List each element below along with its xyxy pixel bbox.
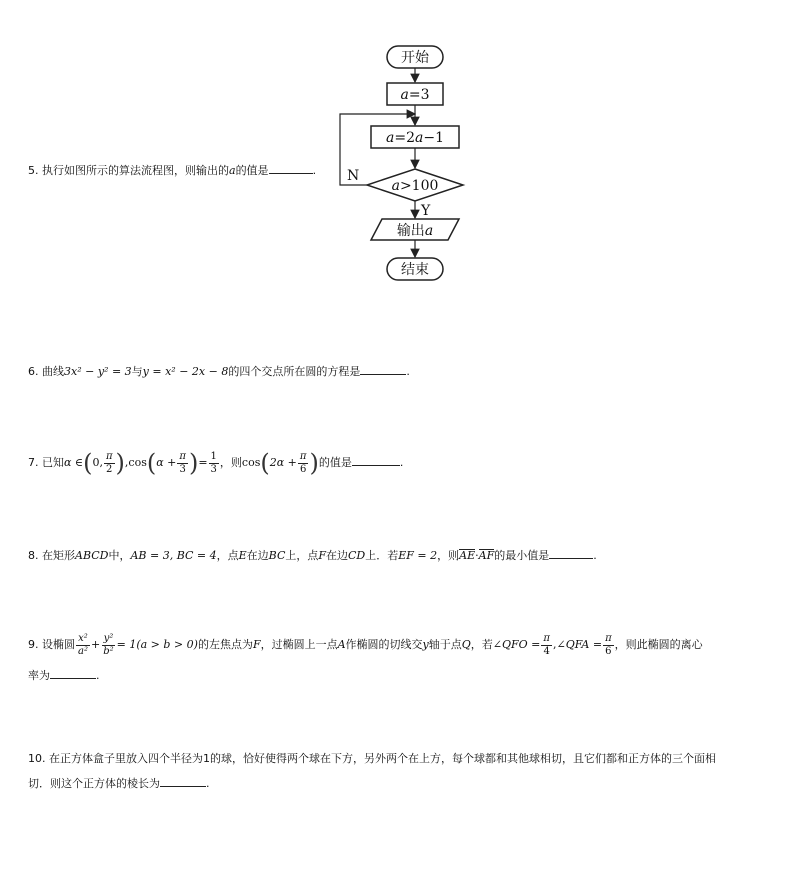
q7-cos1: cos [128,456,147,469]
q9-x2: x² [78,632,88,644]
q5-suffix: 的值是 [235,164,269,177]
flow-start-label: 开始 [401,50,429,66]
q7-suffix: 的值是 [318,456,352,469]
q8-point-e: E [238,549,247,562]
q9-angle-qfa: ∠QFA = [556,638,603,651]
q5-var: a [229,164,236,177]
question-6 [28,364,410,379]
q7-close-paren: ) [115,449,125,477]
q9-frac-pi-6-num: π [605,632,612,644]
q8-ef: EF = 2 [398,549,438,562]
q8-dot: · [475,549,479,562]
q9-point-q: Q [461,638,471,651]
q9-t5: ，若 [470,638,493,651]
q9-t1: 的左焦点为 [197,638,253,651]
q7-answer-blank [352,455,400,466]
q7-two-alpha: 2α + [269,456,297,469]
q8-t6: 上．若 [365,549,399,562]
q9-t4: 轴于点 [428,638,462,651]
q8-t2: ，点 [216,549,239,562]
q7-close-paren-3: ) [309,449,319,477]
q6-answer-blank [360,364,406,375]
question-5 [28,163,316,178]
q10-end: . [206,777,210,790]
q6-curve2: y = x² − 2x − 8 [142,365,229,378]
q5-prefix: 5. 执行如图所示的算法流程图，则输出的 [28,164,229,177]
q5-end: . [312,164,317,177]
q7-frac-pi-2-num: π [105,450,113,462]
q7-alpha-in: α ∈ [64,456,84,469]
q7-frac-pi-2-den: 2 [106,463,113,475]
q9-frac-pi-6 [603,633,614,658]
q9-plus: + [90,638,101,651]
q5-answer-blank [269,163,313,174]
q8-point-f: F [318,549,327,562]
q8-end: . [593,549,597,562]
q7-frac-pi-3-den: 3 [179,463,186,475]
q8-side-cd: CD [348,549,366,562]
question-7: 7. 已知α ∈(0, $\frac{\pi}{2}$ ),cos(α + $\frac{\pi}{3}$ )= $\frac{1}{3}$ ，则cos(2α + $\frac{\pi}{6}$ )的值是 . [28,449,404,477]
q9-line2: 率为 [28,669,50,682]
q8-suffix: 的最小值是 [494,549,550,562]
q8-t3: 在边 [246,549,269,562]
q9-frac-x2-a2 [76,633,90,658]
flow-no-label: N [347,168,360,184]
q8-side-bc: BC [268,549,286,562]
q10-answer-blank [160,776,206,787]
q9-point-a: A [337,638,346,651]
q7-cos2: cos [241,456,261,469]
q9-frac-pi-4-den: 4 [543,645,550,657]
q9-t2: ，过椭圆上一点 [260,638,338,651]
q9-axis-y: y [422,638,429,651]
flow-output-label: 输出a [396,223,434,239]
q10-line2: 切．则这个正方体的棱长为 [28,777,160,790]
q8-t4: 上，点 [285,549,319,562]
q9-end: . [96,669,100,682]
q7-frac-pi-6 [298,451,309,476]
q8-t5: 在边 [326,549,349,562]
flow-update-label: a=2a−1 [386,130,444,146]
question-9-line-1 [28,632,703,658]
q9-angle-qfo: ∠QFO = [492,638,541,651]
q9-frac-y2-b2 [101,633,115,658]
q7-frac-pi-3-num: π [179,450,186,462]
q9-answer-blank [50,668,96,679]
q6-prefix: 6. 曲线 [28,365,64,378]
q7-alpha-plus: α + [156,456,177,469]
q7-interval-left: 0, [92,456,103,469]
question-8 [28,548,597,563]
question-10-line-2 [28,776,210,791]
q8-vector-ae: AE [459,549,476,562]
q7-open-paren-3: ( [260,449,270,477]
q7-open-paren: ( [83,449,93,477]
q7-frac-1-3-num: 1 [210,450,217,462]
q7-close-paren-2: ) [188,449,199,477]
q7-frac-pi-3 [177,451,188,476]
q6-end: . [406,365,410,378]
q8-t1: 中， [108,549,131,562]
q8-rect: ABCD [75,549,109,562]
flow-condition-label: a>100 [391,178,439,194]
q7-frac-pi-6-den: 6 [299,463,307,475]
q9-cond: = 1(a > b > 0) [116,638,198,651]
q8-vector-af: AF [478,549,495,562]
flow-end-label: 结束 [401,262,429,278]
q7-frac-pi-2 [104,451,115,476]
q6-mid: 与 [131,365,143,378]
q7-end: . [399,456,404,469]
q9-y2: y² [103,632,114,644]
q7-eq: = [198,456,208,469]
q9-frac-pi-6-den: 6 [605,645,612,657]
q8-t7: ，则 [437,549,460,562]
q7-frac-1-3 [209,451,219,476]
q7-frac-pi-6-num: π [299,450,307,462]
q7-open-paren-2: ( [146,449,157,477]
q9-point-f: F [252,638,261,651]
algorithm-flowchart [335,38,475,288]
question-10-line-1 [28,752,716,766]
q9-t3: 作椭圆的切线交 [345,638,423,651]
flow-init-label: a=3 [400,87,430,103]
q8-answer-blank [549,548,593,559]
q9-b2: b² [103,645,114,657]
q7-mid: ，则 [219,456,242,469]
q9-comma: , [552,638,557,651]
q8-prefix: 8. 在矩形 [28,549,75,562]
q6-curve1: 3x² − y² = 3 [64,365,132,378]
q9-frac-pi-4-num: π [543,632,550,644]
q7-prefix: 7. 已知 [28,456,64,469]
q9-a2: a² [78,645,88,657]
q9-frac-pi-4 [541,633,552,658]
q10-line1: 10. 在正方体盒子里放入四个半径为1的球，恰好使得两个球在下方，另外两个在上方，每个球都和其他球相切，且它们都和正方体的三个面相 [28,752,716,765]
q8-cond: AB = 3, BC = 4 [130,549,217,562]
q6-suffix: 的四个交点所在圆的方程是 [228,365,361,378]
q9-t6: ，则此椭圆的离心 [614,638,703,651]
q7-frac-1-3-den: 3 [210,463,217,475]
q9-prefix: 9. 设椭圆 [28,638,75,651]
question-9-line-2 [28,668,100,683]
flow-yes-label: Y [421,203,431,219]
